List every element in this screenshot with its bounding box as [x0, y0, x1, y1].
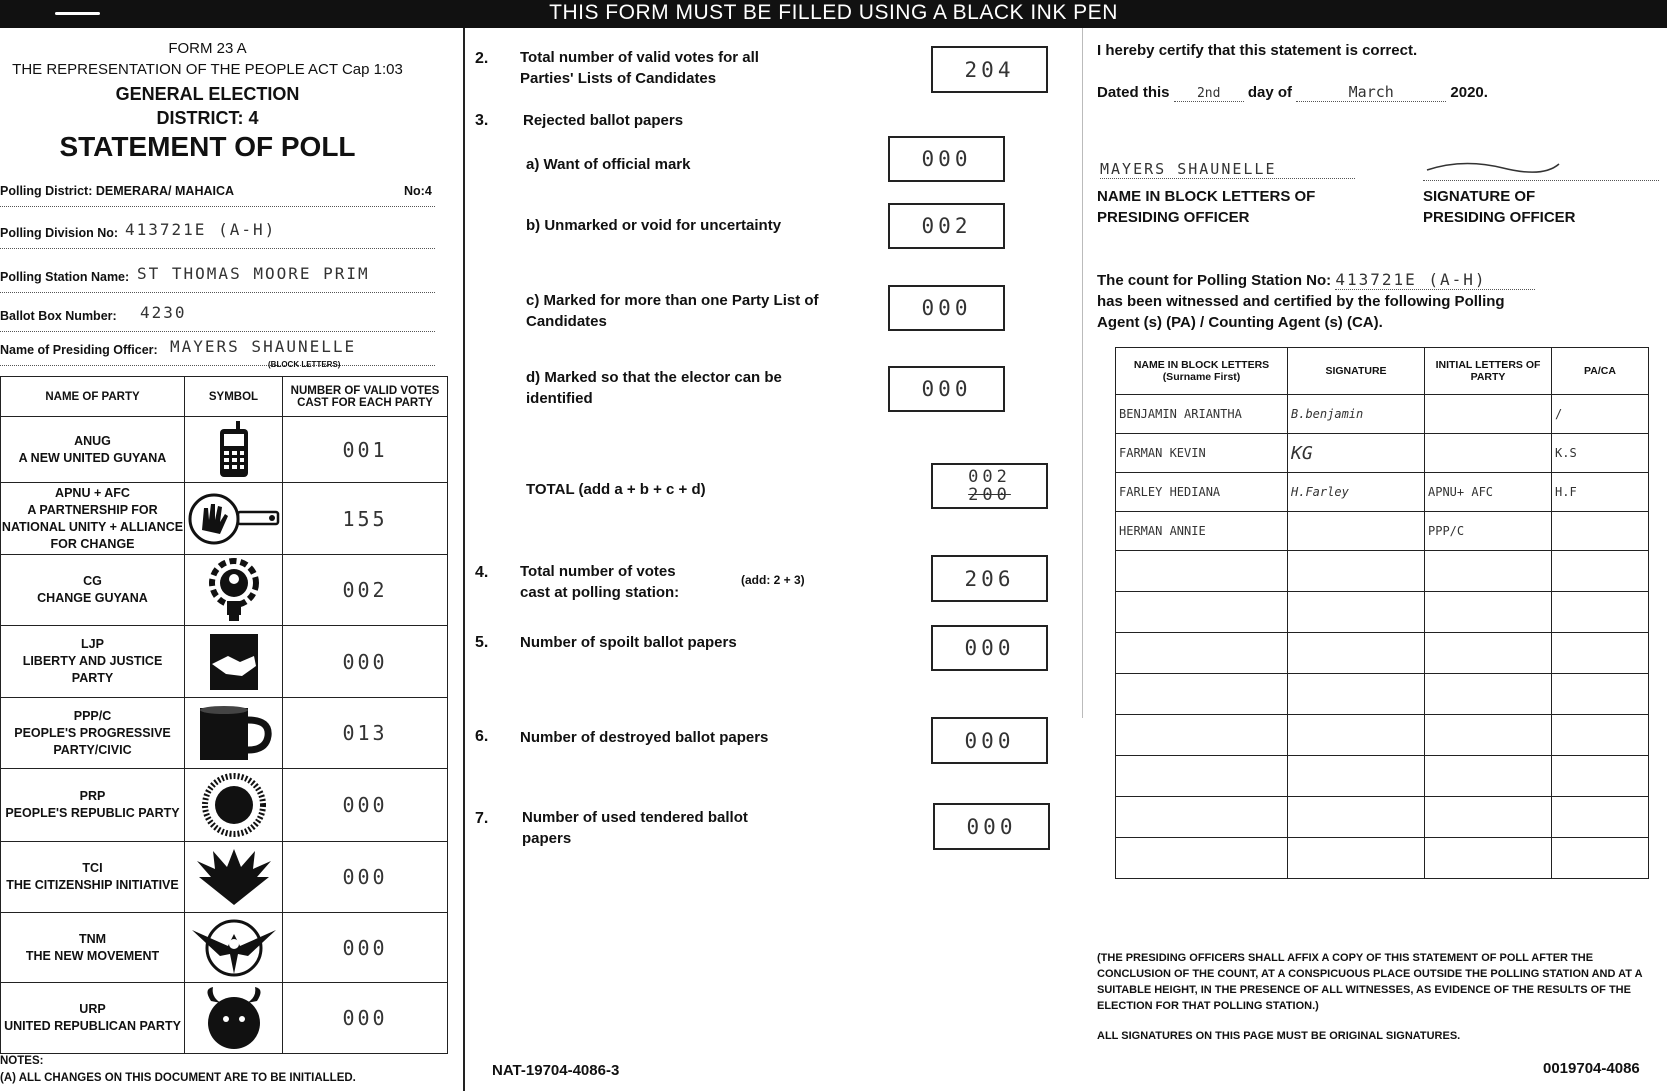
notes-item-a: (A) ALL CHANGES ON THIS DOCUMENT ARE TO BE INITIALLED. [0, 1072, 356, 1084]
agent-party [1425, 395, 1552, 434]
officer-signature-line [1423, 170, 1659, 181]
agent-row-empty [1116, 633, 1649, 674]
party-full-name: A PARTNERSHIP FOR NATIONAL UNITY + ALLIANCE FOR CHANGE [1, 502, 184, 551]
banner-text: THIS FORM MUST BE FILLED USING A BLACK INK PEN [549, 1, 1118, 24]
agents-header-name: NAME IN BLOCK LETTERS (Surname First) [1116, 348, 1288, 395]
agent-row-empty [1116, 674, 1649, 715]
party-votes-cell: 155 [283, 483, 448, 555]
pen-mark [55, 12, 100, 15]
act-title: THE REPRESENTATION OF THE PEOPLE ACT Cap 1:03 [12, 61, 403, 78]
party-abbr: URP [79, 1002, 106, 1016]
q4-text: Total number of votes cast at polling station: [520, 563, 680, 601]
party-votes-cell: 000 [283, 626, 448, 698]
party-row [1, 769, 448, 842]
agent-paca [1552, 512, 1649, 551]
day-of-label: day of [1247, 84, 1293, 101]
q7-text: Number of used tendered ballot papers [522, 809, 748, 847]
total-value-box [931, 463, 1048, 509]
party-name-cell [1, 626, 185, 698]
agent-paca: H.F [1552, 473, 1649, 512]
agents-header-signature: SIGNATURE [1288, 348, 1425, 395]
officer-signature-label: SIGNATURE OF PRESIDING OFFICER [1423, 188, 1576, 226]
q7-value-box: 000 [933, 803, 1050, 850]
party-table-header [1, 377, 448, 417]
q4-number: 4. [475, 564, 489, 581]
agent-signature [1288, 512, 1425, 551]
certify-statement: I hereby certify that this statement is correct. [1097, 42, 1418, 59]
agent-row [1116, 512, 1649, 551]
handshake-icon [185, 630, 282, 694]
q2-value-box: 204 [931, 46, 1048, 93]
party-votes-cell: 013 [283, 698, 448, 769]
agent-row-empty [1116, 715, 1649, 756]
polling-division-value: 413721E (A-H) [125, 220, 277, 239]
party-name-cell [1, 698, 185, 769]
polling-station-row [0, 264, 435, 293]
cup-icon [185, 702, 282, 764]
dated-row [1097, 83, 1488, 102]
polling-station-value: ST THOMAS MOORE PRIM [137, 264, 370, 283]
party-votes-cell: 002 [283, 555, 448, 626]
agent-party: PPP/C [1425, 512, 1552, 551]
party-row [1, 913, 448, 983]
party-symbol-cell [185, 626, 283, 698]
party-votes-cell: 000 [283, 983, 448, 1054]
agent-party [1425, 434, 1552, 473]
plant-icon [185, 847, 282, 907]
serial-number: 0019704-4086 [1543, 1060, 1640, 1077]
q3d-text: d) Marked so that the elector can be identified [526, 369, 782, 407]
party-abbr: CG [83, 574, 102, 588]
q4-hint: (add: 2 + 3) [741, 573, 805, 587]
polling-division-label: Polling Division No: [0, 226, 119, 240]
party-name-cell [1, 913, 185, 983]
q6-text: Number of destroyed ballot papers [520, 729, 769, 746]
party-abbr: TCI [82, 861, 103, 875]
party-votes-cell: 000 [283, 913, 448, 983]
agent-party: APNU+ AFC [1425, 473, 1552, 512]
party-row [1, 417, 448, 483]
block-letters-note: (BLOCK LETTERS) [268, 360, 341, 369]
party-symbol-cell [185, 555, 283, 626]
agent-row-empty [1116, 756, 1649, 797]
ballot-box-value: 4230 [140, 303, 187, 322]
party-symbol-cell [185, 913, 283, 983]
party-symbol-cell [185, 417, 283, 483]
count-label: The count for Polling Station No: [1097, 272, 1332, 289]
party-name-cell [1, 483, 185, 555]
q6-number: 6. [475, 728, 489, 745]
party-full-name: LIBERTY AND JUSTICE PARTY [22, 654, 163, 685]
agents-header-party: INITIAL LETTERS OF PARTY [1425, 348, 1552, 395]
party-votes-cell: 000 [283, 842, 448, 913]
form-code: NAT-19704-4086-3 [492, 1062, 620, 1079]
page-title: STATEMENT OF POLL [59, 131, 356, 162]
polling-district-label: Polling District: DEMERARA/ MAHAICA [0, 184, 235, 198]
agent-row-empty [1116, 592, 1649, 633]
agent-paca: K.S [1552, 434, 1649, 473]
party-abbr: PRP [79, 789, 106, 803]
party-full-name: THE NEW MOVEMENT [25, 948, 160, 963]
q5-number: 5. [475, 634, 489, 651]
party-abbr: ANUG [74, 433, 111, 448]
district-no: No:4 [404, 184, 432, 198]
total-text: TOTAL (add a + b + c + d) [526, 481, 706, 498]
district-title: DISTRICT: 4 [156, 108, 259, 128]
party-name-cell [1, 769, 185, 842]
officer-signature [1423, 150, 1563, 180]
agent-row-empty [1116, 838, 1649, 879]
q4-value-box: 206 [931, 555, 1048, 602]
phone-icon [185, 421, 282, 479]
count-station: 413721E (A-H) [1335, 270, 1535, 290]
agent-row-empty [1116, 551, 1649, 592]
agent-name: BENJAMIN ARIANTHA [1116, 395, 1288, 434]
party-full-name: CHANGE GUYANA [37, 591, 148, 605]
party-full-name: PEOPLE'S PROGRESSIVE PARTY/CIVIC [14, 725, 171, 757]
party-full-name: UNITED REPUBLICAN PARTY [4, 1019, 181, 1033]
party-symbol-cell [185, 983, 283, 1054]
agent-row-empty [1116, 797, 1649, 838]
presiding-officer-label: Name of Presiding Officer: [0, 343, 158, 357]
agent-name: HERMAN ANNIE [1116, 512, 1288, 551]
agents-header-paca: PA/CA [1552, 348, 1649, 395]
q3-number: 3. [475, 112, 489, 129]
polling-division-row [0, 220, 435, 249]
agent-row [1116, 395, 1649, 434]
agent-signature: B.benjamin [1288, 395, 1425, 434]
agent-signature: KG [1288, 434, 1425, 473]
header-valid-votes: NUMBER OF VALID VOTES CAST FOR EACH PARTY [283, 377, 448, 417]
agent-row [1116, 434, 1649, 473]
eagle-icon [185, 916, 282, 980]
dated-day: 2nd [1174, 86, 1244, 102]
q2-number: 2. [475, 50, 489, 67]
q5-text: Number of spoilt ballot papers [520, 634, 737, 651]
agent-name: FARLEY HEDIANA [1116, 473, 1288, 512]
q3d-value-box: 000 [888, 366, 1005, 412]
notes-label: NOTES: [0, 1055, 44, 1067]
party-abbr: APNU + AFC [55, 485, 130, 500]
agent-name: FARMAN KEVIN [1116, 434, 1288, 473]
party-row [1, 626, 448, 698]
agents-header [1116, 348, 1649, 395]
ballot-box-row [0, 303, 435, 332]
agents-table [1115, 347, 1649, 879]
header-symbol: SYMBOL [185, 377, 283, 417]
party-full-name: PEOPLE'S REPUBLIC PARTY [5, 806, 180, 820]
party-full-name: THE CITIZENSHIP INITIATIVE [6, 878, 179, 892]
party-symbol-cell [185, 842, 283, 913]
party-full-name: A NEW UNITED GUYANA [18, 450, 167, 465]
total-value: 002 [968, 467, 1011, 487]
agent-paca: / [1552, 395, 1649, 434]
lightbulb-gear-icon [185, 557, 282, 623]
column-divider-right [1082, 28, 1083, 718]
dated-prefix: Dated this [1097, 84, 1170, 101]
q3c-text: c) Marked for more than one Party List of Candidates [526, 292, 819, 330]
posting-notice: (THE PRESIDING OFFICERS SHALL AFFIX A COPY OF THIS STATEMENT OF POLL AFTER THE CONCLUSION OF THE COUNT, AT A CONSPICUOUS PLACE OUTSIDE THE POLLING STATION AND AT A SUITABLE HEIGHT, IN THE PRESENCE OF ALL WITNESSES, AS EVIDENCE OF THE RESULTS OF THE ELECTION FOR THAT POLLING STATION.) [1097, 952, 1643, 1012]
party-row [1, 698, 448, 769]
party-row [1, 983, 448, 1054]
presiding-officer-row [0, 337, 435, 366]
count-witness-text: has been witnessed and certified by the following Polling Agent (s) (PA) / Counting Agent (s) (CA). [1097, 293, 1505, 331]
hand-key-icon [185, 490, 282, 548]
sun-icon [185, 773, 282, 837]
column-divider-left [463, 28, 465, 1091]
q2-text: Total number of valid votes for all Parties' Lists of Candidates [520, 49, 759, 87]
q5-value-box: 000 [931, 625, 1048, 671]
header-name-of-party: NAME OF PARTY [1, 377, 185, 417]
party-name-cell [1, 417, 185, 483]
election-title: GENERAL ELECTION [115, 84, 300, 104]
q3-text: Rejected ballot papers [523, 112, 684, 129]
q7-number: 7. [475, 810, 489, 827]
q3a-value-box: 000 [888, 136, 1005, 182]
dated-year: 2020. [1450, 84, 1488, 101]
officer-name-value: MAYERS SHAUNELLE [1100, 160, 1355, 179]
count-row [1097, 270, 1535, 290]
party-row [1, 555, 448, 626]
party-name-cell [1, 842, 185, 913]
form-number: FORM 23 A [168, 40, 247, 57]
total-struck-value: 200 [968, 485, 1011, 505]
dated-month: March [1296, 83, 1446, 102]
party-name-cell [1, 555, 185, 626]
ballot-box-label: Ballot Box Number: [0, 309, 117, 323]
party-symbol-cell [185, 769, 283, 842]
party-symbol-cell [185, 483, 283, 555]
party-symbol-cell [185, 698, 283, 769]
party-abbr: LJP [81, 637, 104, 651]
q3a-text: a) Want of official mark [526, 156, 691, 173]
party-abbr: PPP/C [73, 708, 112, 723]
q6-value-box: 000 [931, 717, 1048, 764]
party-row [1, 483, 448, 555]
q3b-value-box: 002 [888, 203, 1005, 249]
q3c-value-box: 000 [888, 285, 1005, 331]
party-votes-cell: 000 [283, 769, 448, 842]
agent-signature: H.Farley [1288, 473, 1425, 512]
presiding-officer-value: MAYERS SHAUNELLE [170, 337, 357, 356]
party-results-table [0, 376, 448, 1054]
polling-station-label: Polling Station Name: [0, 270, 130, 284]
banner [0, 0, 1667, 28]
signatures-note: ALL SIGNATURES ON THIS PAGE MUST BE ORIGINAL SIGNATURES. [1097, 1030, 1461, 1042]
bull-icon [185, 985, 282, 1051]
party-name-cell [1, 983, 185, 1054]
agent-row [1116, 473, 1649, 512]
party-row [1, 842, 448, 913]
polling-district-row [0, 184, 435, 207]
q3b-text: b) Unmarked or void for uncertainty [526, 217, 782, 234]
party-abbr: TNM [78, 931, 107, 946]
party-votes-cell: 001 [283, 417, 448, 483]
officer-name-label: NAME IN BLOCK LETTERS OF PRESIDING OFFICER [1097, 188, 1316, 226]
